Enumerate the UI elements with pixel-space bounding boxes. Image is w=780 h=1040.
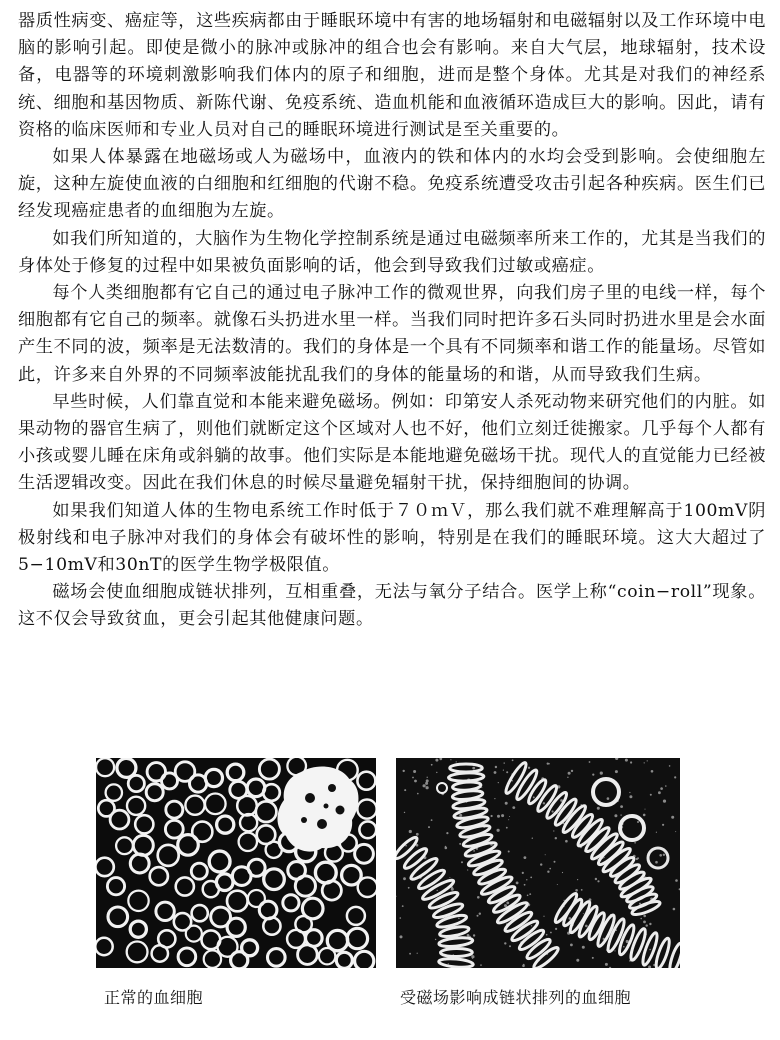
background-speckle: [516, 882, 519, 885]
background-speckle: [545, 854, 546, 855]
background-speckle: [662, 824, 664, 826]
background-speckle: [531, 925, 532, 926]
background-speckle: [446, 832, 448, 834]
background-speckle: [532, 838, 533, 839]
background-speckle: [409, 830, 412, 833]
background-speckle: [405, 845, 407, 847]
background-speckle: [414, 780, 417, 783]
background-speckle: [477, 896, 480, 899]
background-speckle: [512, 806, 515, 809]
background-speckle: [592, 774, 594, 776]
background-speckle: [543, 916, 544, 917]
background-speckle: [669, 765, 671, 767]
background-speckle: [431, 819, 433, 821]
background-speckle: [530, 877, 532, 879]
background-speckle: [495, 766, 497, 768]
background-speckle: [491, 815, 493, 817]
background-speckle: [472, 767, 475, 770]
background-speckle: [607, 797, 610, 800]
background-speckle: [508, 819, 509, 820]
background-speckle: [600, 772, 603, 775]
background-speckle: [450, 759, 451, 760]
background-speckle: [659, 854, 662, 857]
background-speckle: [583, 913, 584, 914]
background-speckle: [497, 829, 500, 832]
background-speckle: [555, 837, 557, 839]
background-speckle: [417, 793, 419, 795]
background-speckle: [577, 879, 578, 880]
background-speckle: [555, 928, 557, 930]
background-speckle: [562, 872, 563, 873]
paragraph-7: 磁场会使血细胞成链状排列，互相重叠，无法与氧分子结合。医学上称“coin−roll”现象。这不仅会导致贫血，更会引起其他健康问题。: [18, 582, 766, 630]
background-speckle: [568, 772, 571, 775]
background-speckle: [451, 888, 454, 891]
background-speckle: [663, 854, 665, 856]
background-speckle: [620, 805, 623, 808]
background-speckle: [595, 878, 597, 880]
background-speckle: [423, 784, 426, 787]
background-speckle: [524, 856, 527, 859]
background-speckle: [663, 800, 666, 803]
background-speckle: [504, 904, 507, 907]
background-speckle: [504, 762, 505, 763]
background-speckle: [646, 924, 648, 926]
background-speckle: [569, 917, 572, 920]
background-speckle: [494, 771, 497, 774]
background-speckle: [645, 809, 646, 810]
background-speckle: [660, 787, 663, 790]
right-figure-caption: 受磁场影响成链状排列的血细胞: [400, 988, 632, 1007]
background-speckle: [479, 913, 481, 915]
background-speckle: [527, 895, 529, 897]
background-speckle: [614, 950, 615, 951]
paragraph-6: 如果我们知道人体的生物电系统工作时低于７０ｍＶ，那么我们就不难理解高于100mV阴极射线和电子脉冲对我们的身体会有破坏性的影响，特别是在我们的睡眠环境。这大大超过了5−10mV和30nT的医学生物学极限值。: [18, 500, 766, 576]
background-speckle: [503, 770, 504, 771]
background-speckle: [435, 939, 436, 940]
background-speckle: [425, 782, 428, 785]
background-speckle: [467, 869, 468, 870]
background-speckle: [524, 884, 526, 886]
background-speckle: [548, 763, 550, 765]
background-speckle: [637, 821, 639, 823]
background-speckle: [625, 759, 628, 762]
background-speckle: [506, 902, 509, 905]
background-speckle: [456, 761, 457, 762]
background-speckle: [650, 794, 652, 796]
background-speckle: [636, 858, 638, 860]
background-speckle: [540, 863, 542, 865]
background-speckle: [620, 814, 621, 815]
background-speckle: [674, 776, 676, 778]
background-speckle: [522, 872, 524, 874]
background-speckle: [643, 814, 646, 817]
background-speckle: [497, 815, 500, 818]
normal-blood-cells-image: [96, 758, 376, 968]
background-speckle: [655, 861, 658, 864]
background-speckle: [581, 889, 583, 891]
background-speckle: [589, 761, 591, 763]
background-speckle: [506, 827, 508, 829]
background-speckle: [471, 955, 474, 958]
background-speckle: [403, 770, 405, 772]
background-speckle: [571, 770, 573, 772]
background-speckle: [409, 953, 411, 955]
paragraph-3: 如我们所知道的，大脑作为生物化学控制系统是通过电磁频率所来工作的，尤其是当我们的身体处于修复的过程中如果被负面影响的话，他会到导致我们过敏或癌症。: [18, 228, 766, 276]
background-speckle: [435, 759, 438, 762]
background-speckle: [675, 831, 676, 832]
background-speckle: [553, 830, 554, 831]
rouleaux-blood-cells-micrograph: [396, 758, 680, 968]
background-speckle: [498, 782, 499, 783]
background-speckle: [504, 942, 506, 944]
background-speckle: [412, 777, 414, 779]
background-speckle: [649, 949, 651, 951]
background-speckle: [526, 879, 527, 880]
background-speckle: [623, 946, 625, 948]
background-speckle: [629, 795, 632, 798]
background-speckle: [575, 889, 578, 892]
background-speckle: [651, 770, 654, 773]
background-speckle: [448, 963, 449, 964]
background-speckle: [576, 959, 579, 962]
background-speckle: [643, 915, 646, 918]
background-speckle: [644, 762, 645, 763]
background-speckle: [634, 842, 636, 844]
background-speckle: [671, 816, 674, 819]
background-speckle: [615, 770, 618, 773]
background-speckle: [604, 857, 605, 858]
background-speckle: [427, 777, 428, 778]
background-speckle: [431, 764, 433, 766]
background-speckle: [437, 890, 438, 891]
background-speckle: [565, 840, 568, 843]
background-speckle: [402, 905, 404, 907]
background-speckle: [665, 785, 667, 787]
background-speckle: [458, 918, 460, 920]
background-speckle: [459, 843, 461, 845]
background-speckle: [408, 887, 410, 889]
background-speckle: [509, 945, 511, 947]
normal-blood-cells-micrograph: [96, 758, 376, 968]
background-speckle: [461, 861, 463, 863]
background-speckle: [403, 877, 406, 880]
background-speckle: [501, 814, 504, 817]
background-speckle: [597, 807, 600, 810]
background-speckle: [512, 759, 514, 761]
background-speckle: [630, 761, 632, 763]
paragraph-1: 器质性病变、癌症等，这些疾病都由于睡眠环境中有害的地场辐射和电磁辐射以及工作环境中电脑的影响引起。即使是微小的脉冲或脉冲的组合也会有影响。来自大气层，地球辐射，技术设备，电器等的环境刺激影响我们体内的原子和细胞，进而是整个身体。尤其是对我们的神经系统、细胞和基因物质、新陈代谢、免疫系统、造血机能和血液循环造成巨大的影响。因此，请有资格的临床医师和专业人员对自己的睡眠环境进行测试是至关重要的。: [18, 11, 766, 140]
paragraph-2: 如果人体暴露在地磁场或人为磁场中，血液内的铁和体内的水均会受到影响。会使细胞左旋，这种左旋使血液的白细胞和红细胞的代谢不稳。免疫系统遭受攻击引起各种疾病。医生们已经发现癌症患者的血细胞为左旋。: [18, 147, 766, 222]
background-speckle: [473, 934, 475, 936]
background-speckle: [509, 816, 510, 817]
background-speckle: [426, 779, 429, 782]
background-speckle: [597, 880, 599, 882]
background-speckle: [554, 861, 556, 863]
background-speckle: [459, 814, 462, 817]
background-speckle: [426, 786, 429, 789]
background-speckle: [436, 772, 437, 773]
background-speckle: [404, 812, 405, 813]
background-speckle: [528, 767, 530, 769]
background-speckle: [445, 846, 447, 848]
background-speckle: [567, 777, 568, 778]
background-speckle: [428, 826, 430, 828]
background-speckle: [673, 908, 676, 911]
background-speckle: [552, 810, 554, 812]
background-speckle: [417, 953, 418, 954]
background-speckle: [506, 771, 508, 773]
left-figure-caption: 正常的血细胞: [104, 988, 204, 1007]
background-speckle: [508, 851, 510, 853]
background-speckle: [592, 957, 594, 959]
background-speckle: [557, 884, 558, 885]
background-speckle: [640, 918, 642, 920]
background-speckle: [523, 964, 525, 966]
background-speckle: [494, 798, 495, 799]
background-speckle: [658, 791, 661, 794]
background-speckle: [449, 877, 450, 878]
background-speckle: [533, 796, 535, 798]
background-speckle: [477, 915, 479, 917]
background-speckle: [614, 814, 617, 817]
background-speckle: [413, 770, 416, 773]
background-speckle: [400, 917, 402, 919]
background-speckle: [472, 958, 473, 959]
background-speckle: [550, 932, 552, 934]
background-speckle: [547, 871, 549, 873]
background-speckle: [529, 893, 531, 895]
chained-blood-cells-image: [396, 758, 680, 968]
background-speckle: [546, 934, 548, 936]
paragraph-5: 早些时候，人们靠直觉和本能来避免磁场。例如：印第安人杀死动物来研究他们的内脏。如果动物的器官生病了，则他们就断定这个区域对人也不好，他们立刻迁徙搬家。几乎每个人都有小孩或婴儿睡在床角或斜躺的故事。他们实际是本能地避免磁场干扰。现代人的直觉能力已经被生活逻辑改变。因此在我们休息的时候尽量避免辐射干扰，保持细胞间的协调。: [18, 391, 766, 494]
background-speckle: [404, 789, 406, 791]
body-text: [18, 8, 766, 634]
background-speckle: [400, 935, 403, 938]
background-speckle: [585, 925, 588, 928]
background-speckle: [543, 802, 545, 804]
background-speckle: [675, 879, 678, 882]
background-speckle: [656, 832, 657, 833]
background-speckle: [649, 923, 651, 925]
background-speckle: [647, 760, 648, 761]
background-speckle: [582, 946, 585, 949]
background-speckle: [505, 802, 508, 805]
background-speckle: [643, 921, 646, 924]
background-speckle: [605, 963, 608, 966]
background-speckle: [416, 833, 419, 836]
background-speckle: [549, 868, 551, 870]
background-speckle: [480, 964, 482, 966]
paragraph-4: 每个人类细胞都有它自己的通过电子脉冲工作的微观世界，向我们房子里的电线一样，每个细胞都有它自己的频率。就像石头扔进水里一样。当我们同时把许多石头同时扔进水里是会水面产生不同的波，频率是无法数清的。我们的身体是一个具有不同频率和谐工作的能量场。尽管如此，许多来自外界的不同频率波能扰乱我们的身体的能量场的和谐，从而导致我们生病。: [18, 283, 766, 385]
background-speckle: [473, 850, 475, 852]
background-speckle: [570, 944, 573, 947]
background-speckle: [629, 792, 630, 793]
